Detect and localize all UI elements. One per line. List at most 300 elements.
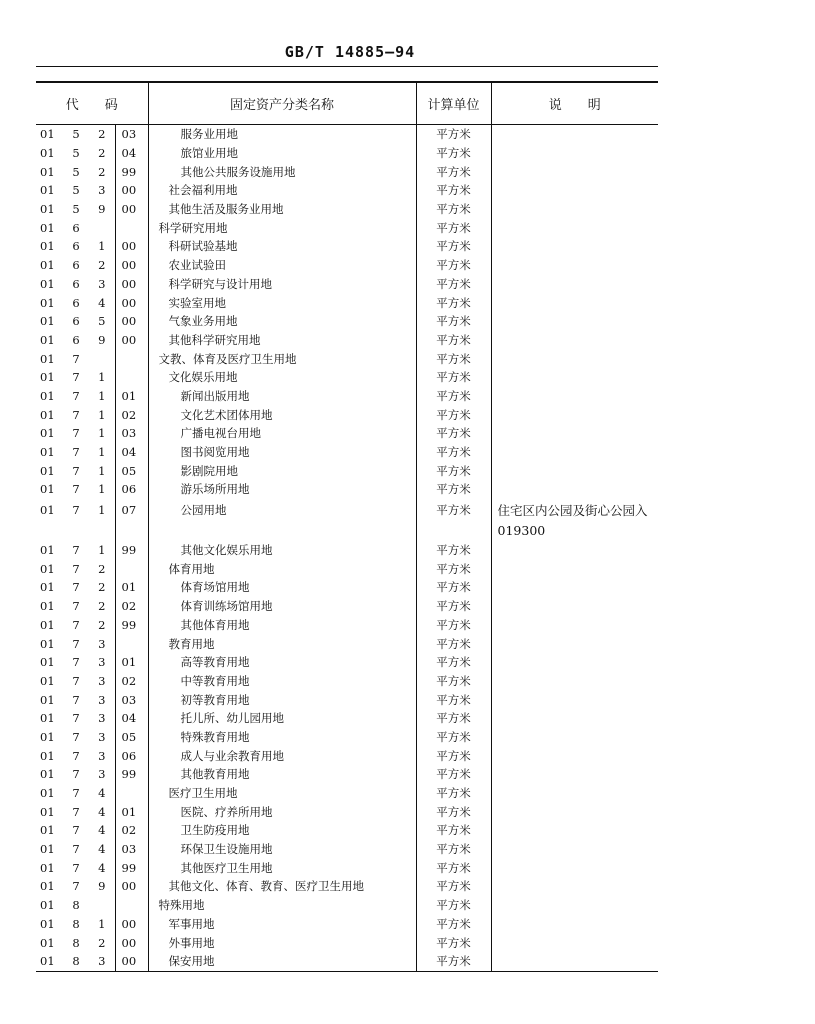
remark — [491, 616, 658, 635]
code-level-1: 01 — [40, 580, 55, 595]
unit-of-measure: 平方米 — [416, 200, 491, 219]
table-row — [36, 275, 658, 294]
unit-of-measure: 平方米 — [416, 312, 491, 331]
code-level-1: 01 — [40, 655, 55, 670]
unit-of-measure: 平方米 — [416, 144, 491, 163]
remark — [491, 784, 658, 803]
code-level-4: 04 — [115, 709, 148, 728]
remark — [491, 634, 658, 653]
table-row — [36, 728, 658, 747]
code-level-4: 99 — [115, 541, 148, 560]
unit-of-measure: 平方米 — [416, 349, 491, 368]
asset-name — [148, 162, 416, 181]
remark — [491, 387, 658, 406]
unit-of-measure: 平方米 — [416, 181, 491, 200]
asset-name — [148, 218, 416, 237]
code-level-4: 05 — [115, 728, 148, 747]
table-header-row — [36, 82, 658, 125]
code-level-2: 8 — [72, 935, 80, 950]
code-level-3: 3 — [89, 952, 115, 971]
code-level-2: 7 — [72, 599, 80, 614]
unit-of-measure: 平方米 — [416, 237, 491, 256]
asset-name-text: 中等教育用地 — [180, 673, 250, 688]
code-level-1: 01 — [40, 127, 55, 142]
code-level-1: 01 — [40, 407, 55, 422]
code-level-2: 7 — [72, 748, 80, 763]
code-level-3: 9 — [98, 202, 106, 217]
code-level-1: 01 — [40, 239, 55, 254]
code-level-2: 7 — [72, 804, 80, 819]
table-row — [36, 765, 658, 784]
code-level-2: 6 — [72, 295, 80, 310]
asset-name — [148, 858, 416, 877]
code-level-3: 3 — [98, 276, 106, 291]
asset-name — [148, 125, 416, 144]
code-level-1: 01 — [40, 786, 55, 801]
code-level-1: 01 — [40, 879, 55, 894]
code-level-4: 02 — [115, 672, 148, 691]
asset-name-text: 农业试验田 — [168, 258, 227, 273]
unit-of-measure: 平方米 — [416, 858, 491, 877]
code-level-1: 01 — [40, 445, 55, 460]
table-row — [36, 952, 658, 971]
table-row — [36, 784, 658, 803]
code-level-1: 01 — [40, 860, 55, 875]
asset-name — [148, 480, 416, 499]
code-level-3: 4 — [98, 842, 106, 857]
code-level-2: 7 — [72, 617, 80, 632]
code-level-2: 7 — [72, 729, 80, 744]
code-level-1: 01 — [40, 482, 55, 497]
code-level-1: 01 — [40, 502, 55, 517]
remark — [491, 802, 658, 821]
code-level-1: 01 — [36, 952, 63, 971]
code-level-1: 01 — [40, 935, 55, 950]
asset-name — [148, 877, 416, 896]
asset-name — [148, 746, 416, 765]
code-level-2: 5 — [72, 164, 80, 179]
remark — [491, 218, 658, 237]
table-row — [36, 200, 658, 219]
unit-of-measure: 平方米 — [416, 821, 491, 840]
asset-name-text: 科学研究用地 — [158, 220, 228, 235]
code-level-4: 03 — [115, 840, 148, 859]
table-row — [36, 578, 658, 597]
remark — [491, 672, 658, 691]
asset-name-text: 环保卫生设施用地 — [180, 842, 273, 857]
remark — [491, 293, 658, 312]
asset-name-text: 其他科学研究用地 — [168, 332, 261, 347]
asset-name — [148, 784, 416, 803]
code-level-3: 9 — [98, 332, 106, 347]
asset-name-text: 其他文化、体育、教育、医疗卫生用地 — [168, 879, 365, 894]
code-level-2: 5 — [72, 146, 80, 161]
asset-name-text: 初等教育用地 — [180, 692, 250, 707]
code-level-4 — [115, 784, 148, 803]
asset-name-text: 托儿所、幼儿园用地 — [180, 711, 285, 726]
asset-name-text: 影剧院用地 — [180, 463, 239, 478]
asset-name — [148, 559, 416, 578]
remark: 住宅区内公园及街心公园入 019300 — [491, 499, 658, 541]
asset-name — [148, 634, 416, 653]
code-level-1: 01 — [40, 463, 55, 478]
code-level-4: 03 — [115, 690, 148, 709]
remark — [491, 709, 658, 728]
table-row — [36, 821, 658, 840]
code-level-4: 03 — [115, 125, 148, 144]
code-level-1: 01 — [40, 599, 55, 614]
code-level-3: 3 — [98, 692, 106, 707]
code-level-3: 1 — [98, 463, 106, 478]
code-level-3: 1 — [98, 426, 106, 441]
asset-name — [148, 293, 416, 312]
table-row — [36, 237, 658, 256]
table-row — [36, 349, 658, 368]
code-level-4: 01 — [115, 653, 148, 672]
unit-of-measure: 平方米 — [416, 653, 491, 672]
remark — [491, 765, 658, 784]
code-level-1: 01 — [40, 748, 55, 763]
remark — [491, 559, 658, 578]
code-level-3: 2 — [98, 617, 106, 632]
code-level-2: 6 — [72, 258, 80, 273]
asset-name-text: 其他教育用地 — [180, 767, 250, 782]
remark — [491, 405, 658, 424]
code-level-2: 6 — [72, 332, 80, 347]
asset-name — [148, 821, 416, 840]
code-level-4: 01 — [115, 578, 148, 597]
code-level-4 — [115, 368, 148, 387]
code-level-2: 7 — [72, 860, 80, 875]
remark — [491, 728, 658, 747]
unit-of-measure: 平方米 — [416, 784, 491, 803]
code-level-1: 01 — [40, 220, 55, 235]
code-level-4: 02 — [115, 597, 148, 616]
code-level-3: 3 — [98, 655, 106, 670]
asset-name — [148, 144, 416, 163]
remark — [491, 275, 658, 294]
code-level-3: 3 — [98, 748, 106, 763]
unit-of-measure: 平方米 — [416, 634, 491, 653]
table-row — [36, 597, 658, 616]
code-level-2: 7 — [72, 543, 80, 558]
code-level-4: 01 — [115, 387, 148, 406]
asset-name-text: 外事用地 — [168, 935, 215, 950]
code-level-2: 7 — [72, 636, 80, 651]
remark — [491, 480, 658, 499]
asset-name — [148, 896, 416, 915]
unit-of-measure: 平方米 — [416, 578, 491, 597]
code-level-2: 7 — [72, 786, 80, 801]
remark — [491, 653, 658, 672]
unit-of-measure: 平方米 — [416, 765, 491, 784]
table-row — [36, 144, 658, 163]
table-row — [36, 387, 658, 406]
code-level-3: 4 — [98, 295, 106, 310]
asset-name — [148, 672, 416, 691]
table-row — [36, 559, 658, 578]
code-level-4: 06 — [115, 480, 148, 499]
unit-column-header: 计算单位 — [416, 82, 491, 125]
code-level-3: 4 — [98, 786, 106, 801]
asset-name-text: 体育场馆用地 — [180, 580, 250, 595]
remark — [491, 424, 658, 443]
code-level-3: 1 — [98, 407, 106, 422]
code-level-4 — [115, 559, 148, 578]
code-level-4: 00 — [115, 915, 148, 934]
code-level-3: 1 — [98, 445, 106, 460]
code-level-3: 9 — [98, 879, 106, 894]
code-level-1: 01 — [40, 767, 55, 782]
table-row — [36, 368, 658, 387]
asset-name — [148, 933, 416, 952]
asset-name-text: 其他体育用地 — [180, 617, 250, 632]
asset-name-text: 卫生防疫用地 — [180, 823, 250, 838]
asset-name-text: 科研试验基地 — [168, 239, 238, 254]
asset-name-text: 科学研究与设计用地 — [168, 276, 273, 291]
unit-of-measure: 平方米 — [416, 933, 491, 952]
asset-name-text: 服务业用地 — [180, 127, 239, 142]
asset-name-text: 广播电视台用地 — [180, 426, 262, 441]
asset-name — [148, 653, 416, 672]
code-level-3: 3 — [98, 711, 106, 726]
asset-name — [148, 424, 416, 443]
remark — [491, 443, 658, 462]
unit-of-measure: 平方米 — [416, 597, 491, 616]
unit-of-measure: 平方米 — [416, 293, 491, 312]
table-row — [36, 293, 658, 312]
code-level-1: 01 — [40, 711, 55, 726]
table-row — [36, 181, 658, 200]
header-rule — [36, 66, 658, 67]
remark — [491, 933, 658, 952]
unit-of-measure: 平方米 — [416, 461, 491, 480]
code-level-3 — [89, 896, 115, 915]
code-level-3: 5 — [98, 314, 106, 329]
asset-name-text: 社会福利用地 — [168, 183, 238, 198]
remark — [491, 349, 658, 368]
note-column-header: 说 明 — [491, 82, 658, 125]
unit-of-measure: 平方米 — [416, 896, 491, 915]
table-body — [36, 125, 658, 972]
table-row — [36, 256, 658, 275]
code-level-4: 99 — [115, 765, 148, 784]
asset-name — [148, 840, 416, 859]
code-level-1: 01 — [40, 673, 55, 688]
table-row — [36, 125, 658, 144]
code-level-1: 01 — [40, 351, 55, 366]
unit-of-measure: 平方米 — [416, 405, 491, 424]
asset-name — [148, 728, 416, 747]
code-level-4: 00 — [115, 237, 148, 256]
code-level-4: 00 — [115, 181, 148, 200]
asset-name-text: 特殊用地 — [158, 898, 205, 913]
code-level-2: 7 — [72, 823, 80, 838]
unit-of-measure: 平方米 — [416, 840, 491, 859]
code-level-3: 2 — [98, 561, 106, 576]
asset-name — [148, 200, 416, 219]
unit-of-measure: 平方米 — [416, 616, 491, 635]
asset-name-text: 文教、体育及医疗卫生用地 — [158, 351, 297, 366]
asset-name — [148, 541, 416, 560]
code-level-1: 01 — [40, 388, 55, 403]
table-row — [36, 915, 658, 934]
asset-name — [148, 312, 416, 331]
code-level-1: 01 — [40, 314, 55, 329]
code-level-2: 5 — [72, 183, 80, 198]
code-level-2: 7 — [72, 445, 80, 460]
code-level-3: 3 — [98, 729, 106, 744]
remark — [491, 915, 658, 934]
asset-name — [148, 256, 416, 275]
table-row — [36, 634, 658, 653]
code-level-3 — [89, 349, 115, 368]
table-row — [36, 443, 658, 462]
asset-name — [148, 237, 416, 256]
asset-name — [148, 181, 416, 200]
classification-table — [36, 81, 658, 972]
unit-of-measure: 平方米 — [416, 331, 491, 350]
table-row — [36, 933, 658, 952]
unit-of-measure: 平方米 — [416, 952, 491, 971]
code-level-2: 7 — [72, 580, 80, 595]
asset-name-text: 实验室用地 — [168, 295, 227, 310]
table-row — [36, 331, 658, 350]
code-level-1: 01 — [40, 898, 55, 913]
remark — [491, 858, 658, 877]
code-level-2: 7 — [72, 463, 80, 478]
asset-name — [148, 597, 416, 616]
remark — [491, 125, 658, 144]
code-level-4: 00 — [115, 331, 148, 350]
code-level-1: 01 — [40, 146, 55, 161]
asset-name — [148, 443, 416, 462]
asset-name-text: 文化艺术团体用地 — [180, 407, 273, 422]
code-level-2: 6 — [72, 314, 80, 329]
table-row — [36, 896, 658, 915]
code-level-1: 01 — [40, 823, 55, 838]
code-level-2: 7 — [72, 388, 80, 403]
code-level-4 — [115, 896, 148, 915]
asset-name-text: 军事用地 — [168, 916, 215, 931]
code-level-3: 3 — [98, 673, 106, 688]
code-level-1: 01 — [40, 804, 55, 819]
code-level-3: 1 — [98, 370, 106, 385]
code-level-3: 1 — [98, 502, 106, 517]
code-level-2: 7 — [72, 692, 80, 707]
asset-name — [148, 802, 416, 821]
asset-name-text: 新闻出版用地 — [180, 388, 250, 403]
code-level-4: 00 — [115, 312, 148, 331]
unit-of-measure: 平方米 — [416, 125, 491, 144]
code-level-2: 7 — [72, 842, 80, 857]
asset-name-text: 图书阅览用地 — [180, 445, 250, 460]
table-row — [36, 461, 658, 480]
remark — [491, 368, 658, 387]
asset-name-text: 其他文化娱乐用地 — [180, 543, 273, 558]
code-level-3: 3 — [98, 636, 106, 651]
code-level-1: 01 — [40, 332, 55, 347]
name-column-header: 固定资产分类名称 — [148, 82, 416, 125]
code-level-3: 1 — [98, 916, 106, 931]
unit-of-measure: 平方米 — [416, 368, 491, 387]
code-level-2: 6 — [72, 220, 80, 235]
asset-name — [148, 331, 416, 350]
code-level-4 — [115, 218, 148, 237]
asset-name-text: 公园用地 — [180, 502, 227, 517]
table-row — [36, 802, 658, 821]
unit-of-measure: 平方米 — [416, 728, 491, 747]
code-level-3: 1 — [98, 388, 106, 403]
remark — [491, 952, 658, 971]
code-level-1: 01 — [40, 543, 55, 558]
table-row — [36, 690, 658, 709]
code-level-2: 5 — [72, 127, 80, 142]
code-level-4: 99 — [115, 162, 148, 181]
unit-of-measure: 平方米 — [416, 424, 491, 443]
code-level-1: 01 — [40, 202, 55, 217]
asset-name-text: 体育训练场馆用地 — [180, 599, 273, 614]
code-level-1: 01 — [40, 729, 55, 744]
code-level-1: 01 — [40, 426, 55, 441]
table-row — [36, 541, 658, 560]
remark — [491, 331, 658, 350]
asset-name — [148, 405, 416, 424]
asset-name — [148, 461, 416, 480]
code-level-1: 01 — [40, 617, 55, 632]
unit-of-measure: 平方米 — [416, 915, 491, 934]
code-level-3: 2 — [98, 935, 106, 950]
table-row — [36, 709, 658, 728]
remark — [491, 312, 658, 331]
remark — [491, 200, 658, 219]
code-level-3: 4 — [98, 804, 106, 819]
asset-name — [148, 499, 416, 541]
code-level-1: 01 — [40, 276, 55, 291]
code-level-2: 7 — [72, 711, 80, 726]
code-level-3: 3 — [98, 767, 106, 782]
code-level-4: 00 — [115, 293, 148, 312]
unit-of-measure: 平方米 — [416, 162, 491, 181]
remark — [491, 256, 658, 275]
unit-of-measure: 平方米 — [416, 802, 491, 821]
unit-of-measure: 平方米 — [416, 690, 491, 709]
unit-of-measure: 平方米 — [416, 499, 491, 541]
code-level-2: 7 — [72, 482, 80, 497]
code-level-1: 01 — [40, 916, 55, 931]
code-level-2: 7 — [72, 673, 80, 688]
asset-name-text: 医院、疗养所用地 — [180, 804, 273, 819]
code-level-2: 7 — [72, 561, 80, 576]
unit-of-measure: 平方米 — [416, 709, 491, 728]
asset-name — [148, 952, 416, 971]
asset-name-text: 医疗卫生用地 — [168, 786, 238, 801]
code-level-3: 4 — [98, 823, 106, 838]
code-level-4: 00 — [115, 275, 148, 294]
code-level-3 — [89, 218, 115, 237]
code-level-2: 7 — [72, 502, 80, 517]
asset-name-text: 其他医疗卫生用地 — [180, 860, 273, 875]
unit-of-measure: 平方米 — [416, 746, 491, 765]
code-level-4: 02 — [115, 405, 148, 424]
table-row — [36, 312, 658, 331]
asset-name-text: 成人与业余教育用地 — [180, 748, 285, 763]
asset-name — [148, 709, 416, 728]
code-level-1: 01 — [40, 692, 55, 707]
code-level-4: 07 — [115, 499, 148, 541]
code-level-4: 01 — [115, 802, 148, 821]
code-level-1: 01 — [40, 370, 55, 385]
